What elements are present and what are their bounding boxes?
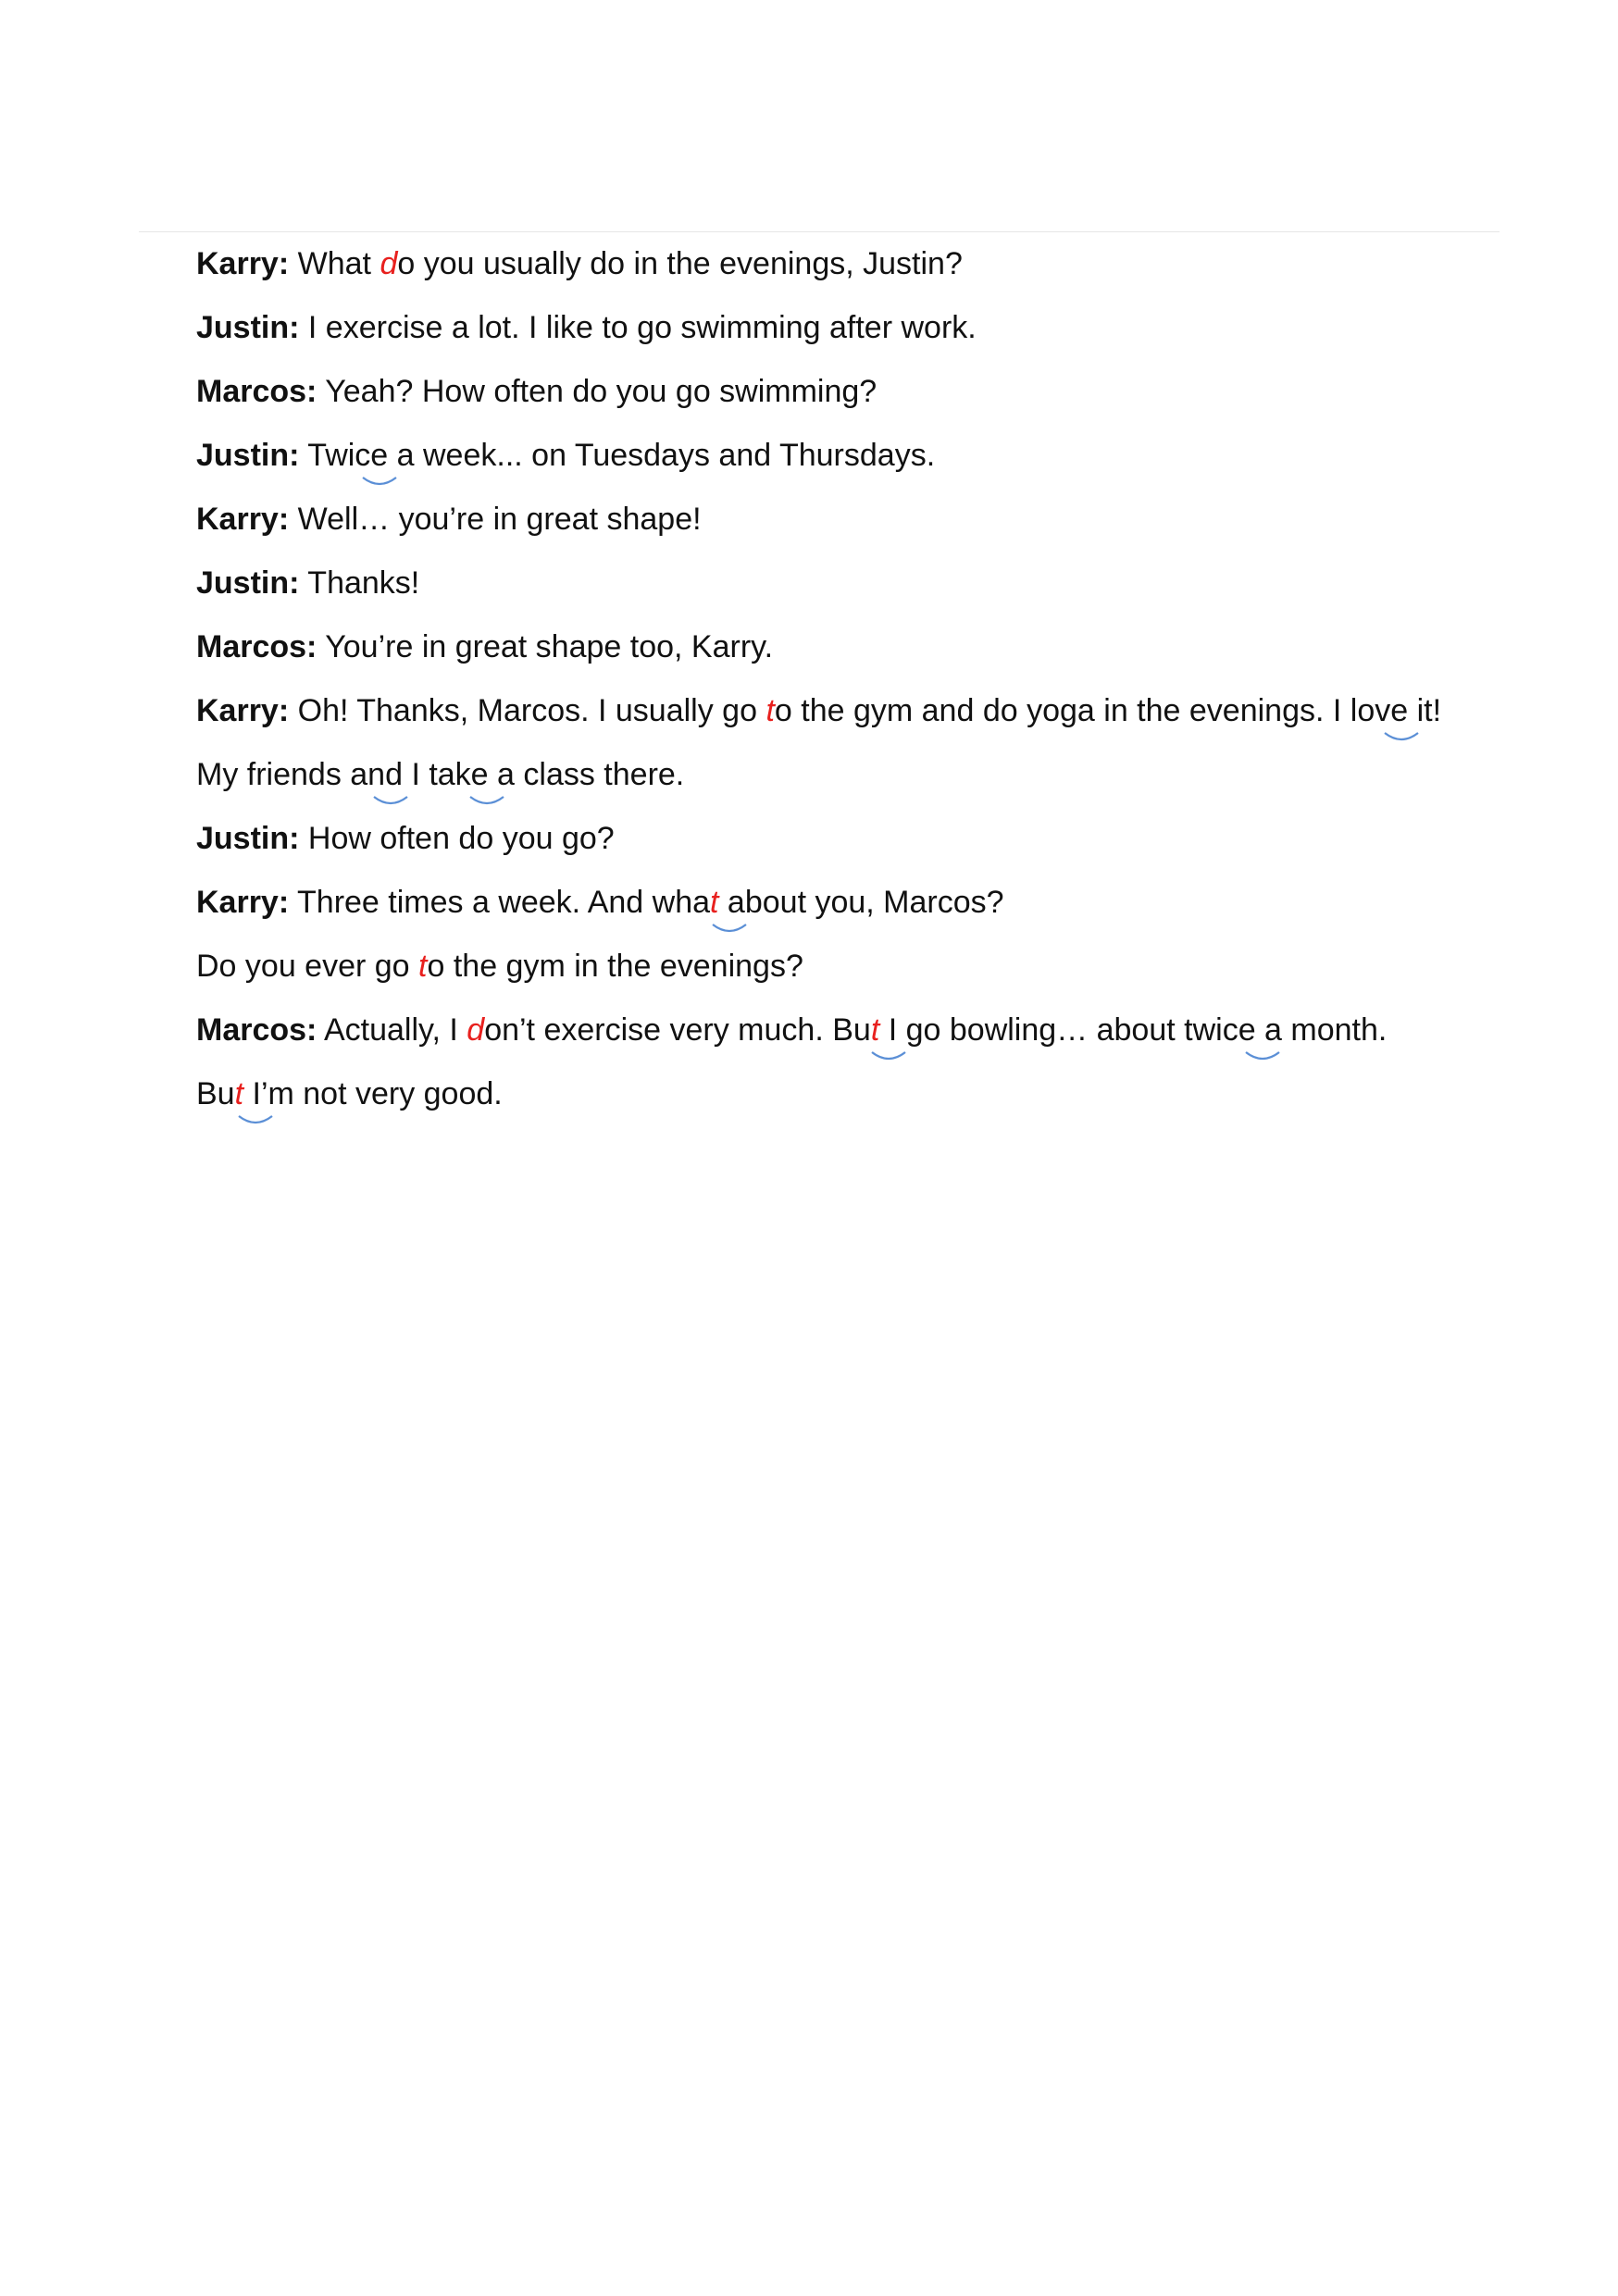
- highlighted-sound: t: [418, 949, 428, 984]
- dialogue-text: o the gym and do yoga in the evenings. I love it!: [774, 693, 1442, 728]
- dialogue-text: Twice a week... on Tuesdays and Thursdays.: [307, 438, 936, 473]
- dialogue-line: [196, 622, 1529, 686]
- linking-curve-icon: [372, 795, 409, 808]
- speaker-label: Karry:: [196, 246, 290, 281]
- dialogue-text: on’t exercise very much. Bu: [484, 1012, 871, 1048]
- dialogue-line: [196, 813, 1529, 877]
- linking-curve-icon: [468, 795, 505, 808]
- speaker-label: Karry:: [196, 502, 290, 537]
- speaker-label: Karry:: [196, 885, 290, 920]
- dialogue-line: [196, 430, 1529, 494]
- speaker-label: Justin:: [196, 565, 300, 601]
- highlighted-sound: t: [870, 1012, 880, 1048]
- linking-curve-icon: [1244, 1050, 1281, 1063]
- speaker-label: Justin:: [196, 310, 300, 345]
- dialogue-text: You’re in great shape too, Karry.: [325, 629, 774, 664]
- highlighted-sound: t: [710, 885, 719, 920]
- dialogue-text: Actually, I: [323, 1012, 467, 1048]
- speaker-label: Marcos:: [196, 1012, 317, 1048]
- speaker-label: Justin:: [196, 821, 300, 856]
- dialogue-text: Bu: [196, 1076, 235, 1111]
- dialogue-line: [196, 494, 1529, 558]
- linking-curve-icon: [711, 923, 748, 936]
- dialogue-text: I exercise a lot. I like to go swimming after work.: [307, 310, 977, 345]
- speaker-label: Justin:: [196, 438, 300, 473]
- speaker-label: Karry:: [196, 693, 290, 728]
- dialogue-text: Thanks!: [307, 565, 420, 601]
- dialogue-line: [196, 239, 1529, 303]
- dialogue-text: about you, Marcos?: [718, 885, 1004, 920]
- highlighted-sound: t: [234, 1076, 244, 1111]
- highlighted-sound: d: [467, 1012, 485, 1048]
- linking-curve-icon: [237, 1114, 274, 1127]
- dialogue-text: o the gym in the evenings?: [427, 949, 803, 984]
- dialogue-transcript: [196, 239, 1529, 1133]
- dialogue-line: [196, 877, 1529, 941]
- header-divider: [139, 231, 1500, 232]
- dialogue-line: [196, 941, 1529, 1005]
- linking-curve-icon: [1383, 731, 1420, 744]
- highlighted-sound: t: [765, 693, 775, 728]
- dialogue-line: [196, 1069, 1529, 1133]
- dialogue-text: Well… you’re in great shape!: [297, 502, 702, 537]
- dialogue-line: [196, 558, 1529, 622]
- speaker-label: Marcos:: [196, 374, 317, 409]
- highlighted-sound: d: [380, 246, 398, 281]
- dialogue-text: How often do you go?: [307, 821, 615, 856]
- dialogue-text: o you usually do in the evenings, Justin?: [397, 246, 963, 281]
- dialogue-text: Do you ever go: [196, 949, 419, 984]
- dialogue-text: Three times a week. And wha: [297, 885, 711, 920]
- linking-curve-icon: [870, 1050, 907, 1063]
- dialogue-text: I go bowling… about twice a month.: [879, 1012, 1388, 1048]
- dialogue-text: My friends and I take a class there.: [196, 757, 685, 792]
- dialogue-text: What: [297, 246, 380, 281]
- dialogue-text: I’m not very good.: [243, 1076, 503, 1111]
- dialogue-text: Oh! Thanks, Marcos. I usually go: [297, 693, 766, 728]
- dialogue-line: [196, 1005, 1529, 1069]
- dialogue-line: [196, 366, 1529, 430]
- dialogue-line: [196, 686, 1529, 750]
- speaker-label: Marcos:: [196, 629, 317, 664]
- dialogue-text: Yeah? How often do you go swimming?: [325, 374, 877, 409]
- dialogue-line: [196, 750, 1529, 813]
- linking-curve-icon: [361, 476, 398, 489]
- dialogue-line: [196, 303, 1529, 366]
